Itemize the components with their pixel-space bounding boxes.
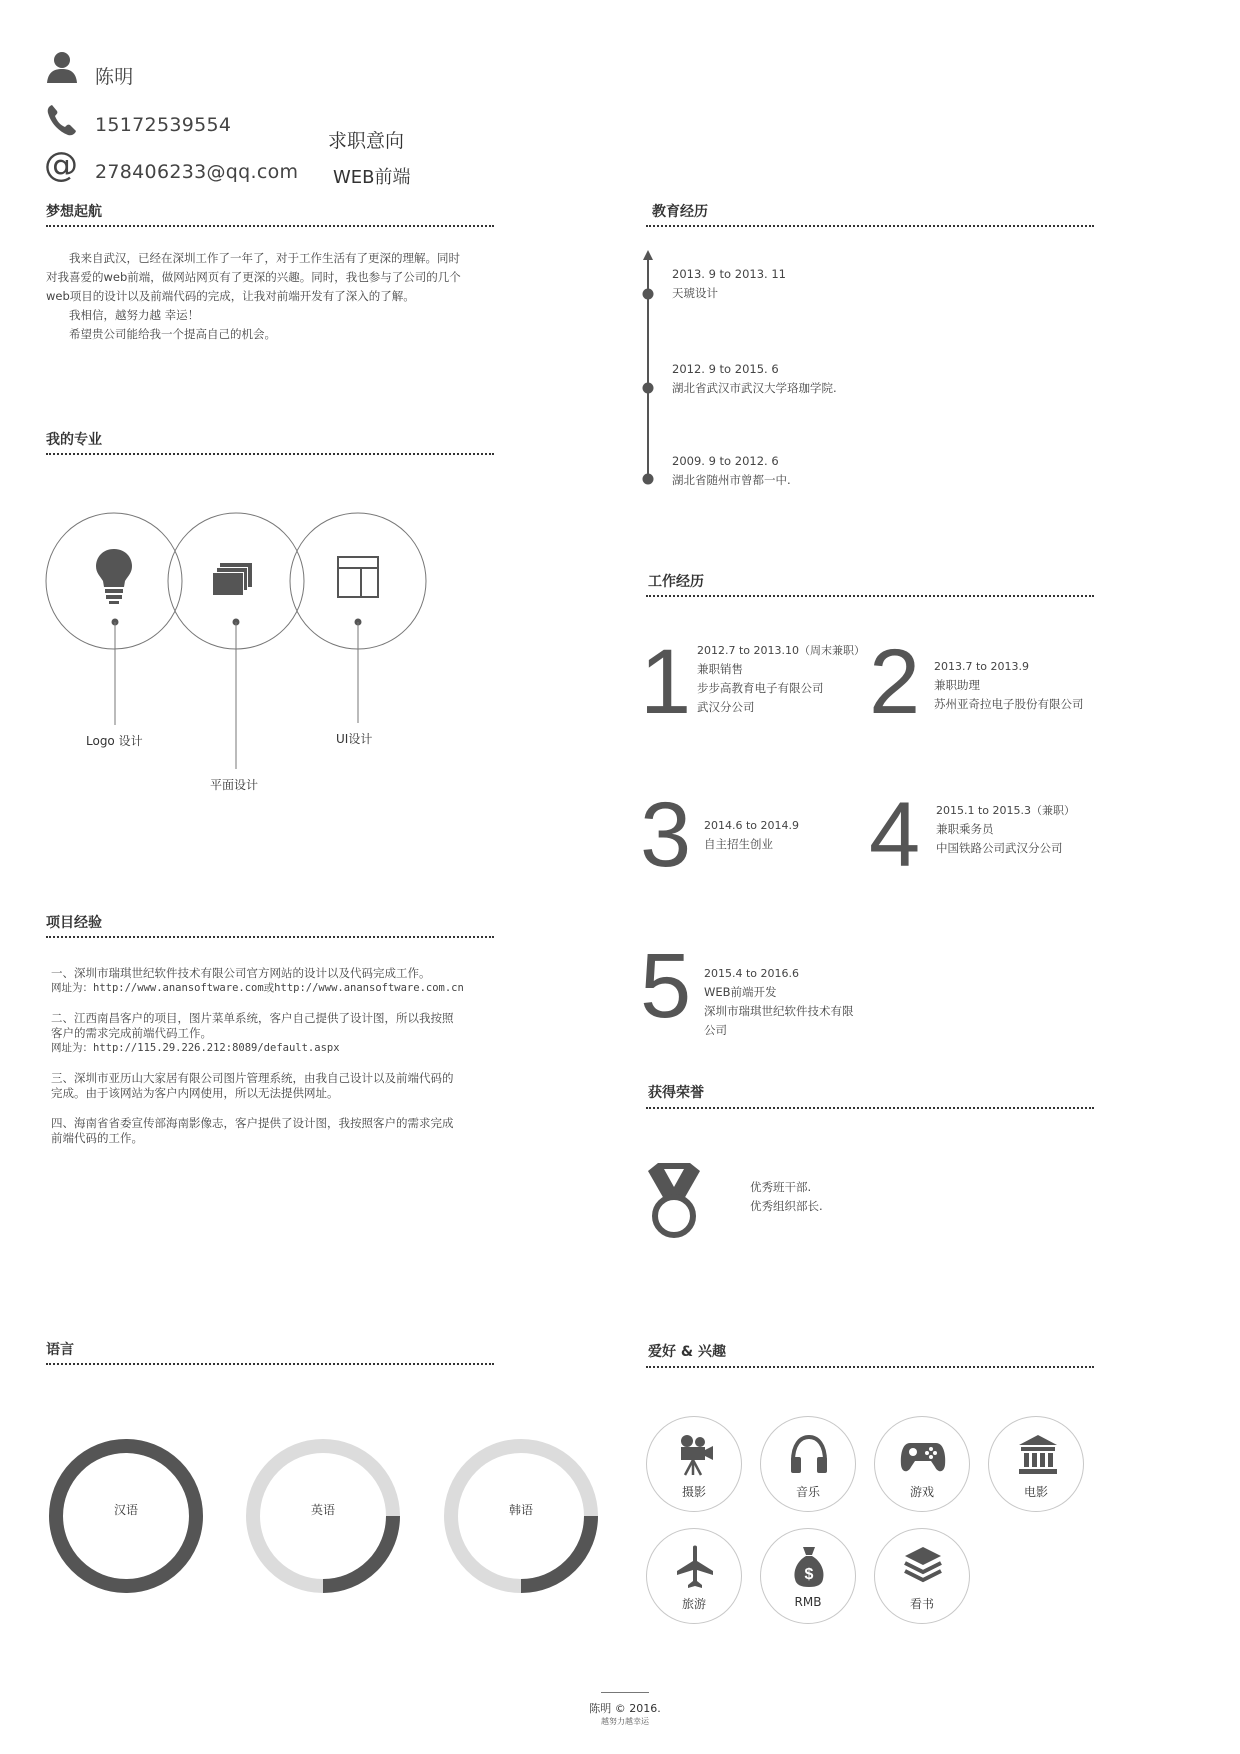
work-date: 2015.4 to 2016.6	[704, 967, 800, 980]
email-address: 278406233@qq.com	[95, 161, 299, 183]
language-ring-level	[323, 1516, 393, 1586]
project-line: 客户的需求完成前端代码工作。	[51, 1026, 212, 1040]
hobbies-divider	[646, 1366, 1094, 1368]
candidate-name: 陈明	[95, 66, 134, 88]
work-date: 2015.1 to 2015.3（兼职）	[936, 804, 1076, 817]
skill-label-graphic: 平面设计	[210, 778, 259, 792]
hobby-label: 音乐	[795, 1485, 820, 1499]
work-number: 3	[640, 784, 692, 886]
project-line: 三、深圳市亚历山大家居有限公司图片管理系统，由我自己设计以及前端代码的	[51, 1071, 454, 1085]
education-school: 湖北省武汉市武汉大学珞珈学院.	[672, 381, 837, 395]
money-bag-icon	[789, 1545, 829, 1589]
education-date: 2013. 9 to 2013. 11	[672, 267, 786, 281]
projects-divider	[46, 936, 494, 938]
hobby-money	[760, 1528, 856, 1624]
education-school: 天琥设计	[672, 286, 718, 300]
svg-text:$: $	[804, 1566, 814, 1583]
education-divider	[646, 225, 1094, 227]
honors-list	[750, 1178, 823, 1216]
dream-paragraph	[46, 249, 506, 344]
work-role: 兼职销售	[697, 662, 743, 676]
gamepad-icon	[900, 1433, 946, 1477]
hobby-label: 摄影	[681, 1485, 706, 1499]
work-item-3	[704, 816, 799, 854]
work-company: 武汉分公司	[697, 700, 755, 714]
hobby-label: RMB	[794, 1595, 822, 1609]
person-icon	[46, 50, 78, 84]
work-number: 2	[869, 631, 921, 733]
work-item-5	[704, 964, 854, 1040]
honors-section-title: 获得荣誉	[648, 1085, 704, 1101]
project-line: 网址为：http://www.anansoftware.com或http://www.anansoftware.com.cn	[51, 982, 464, 994]
languages-section-title: 语言	[46, 1342, 74, 1358]
work-role: 自主招生创业	[704, 837, 773, 851]
honor-item: 优秀组织部长.	[750, 1199, 823, 1213]
dream-divider	[46, 225, 494, 227]
dream-line: 我来自武汉，已经在深圳工作了一年了，对于工作生活有了更深的理解。同时	[46, 251, 460, 265]
hobby-label: 看书	[909, 1597, 934, 1611]
skill-label-ui: UI设计	[336, 732, 373, 746]
language-label-english: 英语	[310, 1503, 335, 1517]
hobby-reading	[874, 1528, 970, 1624]
education-school: 湖北省随州市曾都一中.	[672, 473, 791, 487]
work-number: 5	[640, 935, 692, 1037]
medal-icon	[644, 1163, 704, 1239]
education-item	[672, 265, 786, 303]
dream-line: 对我喜爱的web前端，做网站网页有了更深的兴趣。同时，我也参与了公司的几个	[46, 270, 461, 284]
work-company: 中国铁路公司武汉分公司	[936, 841, 1063, 855]
project-line: 四、海南省省委宣传部海南影像志，客户提供了设计图，我按照客户的需求完成	[51, 1116, 454, 1130]
project-line: 完成。由于该网站为客户内网使用，所以无法提供网址。	[51, 1086, 339, 1100]
education-date: 2009. 9 to 2012. 6	[672, 454, 779, 468]
work-company: 深圳市瑞琪世纪软件技术有限	[704, 1004, 854, 1018]
work-role: 兼职乘务员	[936, 822, 994, 836]
job-objective-value: WEB前端	[333, 167, 411, 188]
work-divider	[646, 595, 1094, 597]
languages-divider	[46, 1363, 494, 1365]
skills-section-title: 我的专业	[46, 432, 102, 448]
footer-copyright: 陈明 © 2016.	[589, 1702, 661, 1715]
dream-line: web项目的设计以及前端代码的完成，让我对前端开发有了深入的了解。	[46, 289, 415, 303]
layout-icon	[338, 557, 378, 597]
dream-line: 我相信，越努力越 幸运！	[46, 308, 200, 322]
hobby-label: 旅游	[681, 1597, 706, 1611]
hobby-label: 电影	[1023, 1485, 1048, 1499]
work-section-title: 工作经历	[648, 574, 704, 590]
phone-number: 15172539554	[95, 114, 232, 136]
language-ring-level	[521, 1516, 591, 1586]
footer-motto: 越努力越幸运	[601, 1717, 649, 1726]
work-item-2	[934, 657, 1084, 714]
work-company: 公司	[704, 1023, 727, 1037]
work-role: WEB前端开发	[704, 985, 777, 999]
projects-section-title: 项目经验	[46, 915, 102, 931]
language-rings	[0, 1430, 620, 1610]
work-company: 步步高教育电子有限公司	[697, 681, 824, 695]
at-icon: @	[44, 145, 78, 185]
project-line: 一、深圳市瑞琪世纪软件技术有限公司官方网站的设计以及代码完成工作。	[51, 966, 431, 980]
hobby-photography	[646, 1416, 742, 1512]
hobbies-section-title: 爱好 & 兴趣	[648, 1344, 726, 1360]
skills-venn-diagram	[40, 505, 440, 805]
hobby-travel	[646, 1528, 742, 1624]
hobby-games	[874, 1416, 970, 1512]
phone-icon	[46, 103, 78, 137]
work-date: 2014.6 to 2014.9	[704, 819, 800, 832]
headphones-icon	[789, 1433, 829, 1477]
education-date: 2012. 9 to 2015. 6	[672, 362, 779, 376]
hobby-movies	[988, 1416, 1084, 1512]
work-number: 1	[640, 631, 692, 733]
airplane-icon	[675, 1545, 715, 1589]
work-role: 兼职助理	[934, 678, 980, 692]
work-item-4	[936, 801, 1075, 858]
language-label-chinese: 汉语	[113, 1503, 138, 1517]
language-label-korean: 韩语	[508, 1503, 533, 1517]
project-line: 二、江西南昌客户的项目，图片菜单系统，客户自己提供了设计图，所以我按照	[51, 1011, 454, 1025]
work-number: 4	[869, 784, 921, 886]
project-line: 前端代码的工作。	[51, 1131, 143, 1145]
dream-section-title: 梦想起航	[46, 204, 102, 220]
education-timeline	[638, 248, 658, 488]
job-objective-label: 求职意向	[328, 130, 405, 152]
lightbulb-icon	[96, 549, 132, 604]
layers-icon	[212, 563, 252, 596]
work-date: 2013.7 to 2013.9	[934, 660, 1030, 673]
work-company: 苏州亚奇拉电子股份有限公司	[934, 697, 1084, 711]
theater-building-icon	[1017, 1433, 1059, 1477]
hobby-music	[760, 1416, 856, 1512]
skill-label-logo: Logo 设计	[86, 734, 143, 748]
honors-divider	[646, 1107, 1094, 1109]
education-item	[672, 360, 837, 398]
education-section-title: 教育经历	[652, 204, 708, 220]
work-date: 2012.7 to 2013.10（周末兼职）	[697, 644, 866, 657]
hobby-label: 游戏	[909, 1485, 934, 1499]
projects-list	[51, 966, 511, 1146]
movie-camera-icon	[675, 1433, 715, 1477]
skills-divider	[46, 453, 494, 455]
footer-divider	[601, 1692, 649, 1693]
stacked-books-icon	[903, 1545, 943, 1589]
education-item	[672, 452, 791, 490]
project-line: 网址为：http://115.29.226.212:8089/default.aspx	[51, 1042, 340, 1054]
dream-line: 希望贵公司能给我一个提高自己的机会。	[46, 327, 276, 341]
honor-item: 优秀班干部.	[750, 1180, 812, 1194]
work-item-1	[697, 641, 865, 717]
